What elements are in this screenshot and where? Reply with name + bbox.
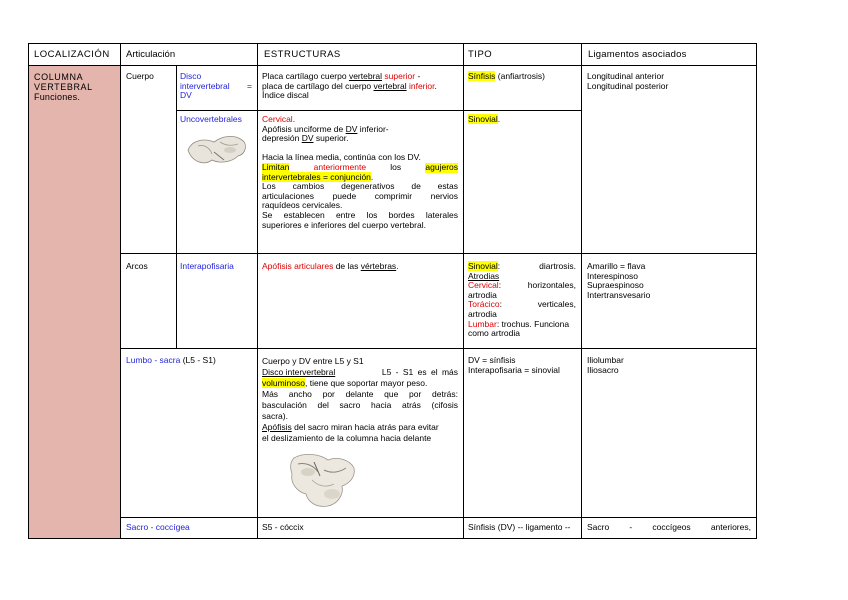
sacro-tipo: Sínfisis (DV) -- ligamento -- (468, 522, 571, 532)
col-line-6 (756, 43, 757, 539)
header-estructuras: ESTRUCTURAS (264, 49, 341, 60)
arcos-interapofisaria: Interapofisaria (180, 261, 234, 271)
localizacion-text: COLUMNA VERTEBRAL Funciones. (34, 72, 93, 102)
disco-tipo: Sínfisis (anfiartrosis) (468, 71, 545, 81)
articulacion-arcos: Arcos (126, 261, 148, 271)
header-ligamentos: Ligamentos asociados (588, 49, 687, 60)
row-line-arcos (120, 253, 757, 254)
col-line-3 (257, 43, 258, 539)
row-line-sacro (120, 517, 757, 518)
col-line-0 (28, 43, 29, 539)
col-line-2a (176, 66, 177, 349)
lumbo-label: Lumbo - sacra (L5 - S1) (126, 355, 216, 365)
uncov-label: Uncovertebrales (180, 114, 242, 124)
vertebra-image (184, 128, 250, 168)
col-line-4 (463, 43, 464, 539)
articulacion-cuerpo: Cuerpo (126, 71, 154, 81)
cuerpo-ligamentos: Longitudinal anterior Longitudinal posterior (587, 71, 669, 91)
arcos-ligamentos: Amarillo = flava Interespinoso Supraespinoso Intertransvesario (587, 261, 651, 300)
row-line-uncov (176, 110, 581, 111)
header-articulacion: Articulación (126, 49, 176, 60)
uncov-tipo: Sinovial. (468, 114, 501, 124)
lumbo-ligamentos: Iliolumbar Iliosacro (587, 355, 624, 375)
disco-estructuras: Placa cartílago cuerpo vertebral superior - placa de cartílago del cuerpo vertebral inferior. Índice discal (262, 71, 437, 101)
col-line-5 (581, 43, 582, 539)
sacro-estructuras: S5 - cóccix (262, 522, 304, 532)
header-localizacion: LOCALIZACIÓN (34, 49, 110, 60)
arcos-estructuras: Apófisis articulares de las vértebras. (262, 261, 399, 271)
uncov-estructuras: Cervical. Apófisis unciforme de DV inferior- depresión DV superior. Hacia la línea media, continúa con los DV. Limitan anteriormente los agujeros intervertebrales = conjunción. Los cambios degenerativos de estas articulaciones puede comprimir nervios raquídeos cervicales. Se establecen entre los bordes laterales superiores e inferiores del cuerpo vertebral. (262, 114, 458, 230)
sacro-label: Sacro - coccígea (126, 522, 190, 532)
table-border-header (28, 65, 757, 66)
sacro-ligamentos: Sacro - coccígeos anteriores, (587, 522, 751, 532)
lumbo-estructuras: Cuerpo y DV entre L5 y S1 Disco intervertebral L5 - S1 es el más voluminoso, tiene que soportar mayor peso. Más ancho por delante que por detrás: basculación del sacro hacia atrás (cifosis sacra). Apófisis del sacro miran hacia atrás para evitar el deslizamiento de la columna hacia delante (262, 356, 458, 443)
table-border-top (28, 43, 757, 44)
lumbo-tipo: DV = sínfisis Interapofisaria = sinovial (468, 355, 560, 375)
col-line-1 (120, 43, 121, 539)
sacrum-image (284, 450, 360, 510)
disco-label: Disco intervertebral = DV (180, 71, 252, 101)
header-tipo: TIPO (468, 49, 493, 60)
row-line-lumbo (120, 348, 757, 349)
table-border-bottom (28, 538, 757, 539)
localizacion-fill (29, 66, 120, 538)
arcos-tipo: Sinovial: diartrosis. Atrodias Cervical: horizontales, artrodia Torácico: verticales, artrodia Lumbar: trochus. Funciona como artrodia (468, 261, 576, 339)
